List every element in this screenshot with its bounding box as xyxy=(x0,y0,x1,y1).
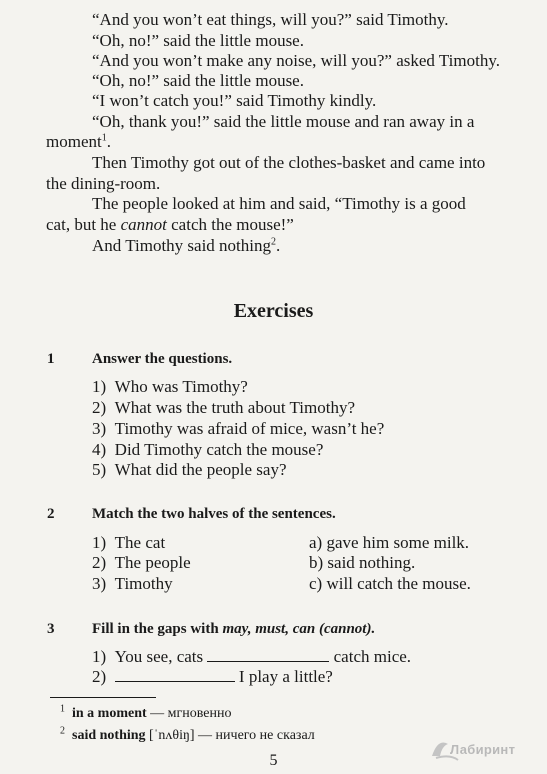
exercise-1-title: Answer the questions. xyxy=(92,351,233,367)
exercise-1-number: 1 xyxy=(47,351,55,367)
exercise-2-right-a: a) gave him some milk. xyxy=(309,533,470,552)
story-line-4: “Oh, no!” said the little mouse. xyxy=(92,71,304,90)
watermark-text: Лабиринт xyxy=(450,742,516,757)
page-number: 5 xyxy=(269,752,278,769)
story-line-12: And Timothy said nothing$^2$. xyxy=(92,236,281,255)
exercise-1-item-1: 1) Who was Timothy? xyxy=(92,377,248,396)
exercise-3-modal-verbs: may, must, can (cannot). xyxy=(222,621,376,637)
story-line-6: “Oh, thank you!” said the little mouse and ran away in a xyxy=(92,112,475,131)
story-line-1: “And you won’t eat things, will you?” said Timothy. xyxy=(92,10,449,29)
story-line-7: moment$^1$. xyxy=(46,132,111,151)
exercise-1-item-2: 2) What was the truth about Timothy? xyxy=(92,398,356,417)
story-line-10: The people looked at him and said, “Timothy is a good xyxy=(92,194,466,213)
footnote-ref-1: 1 xyxy=(101,132,107,144)
answer-blank-2[interactable] xyxy=(115,667,235,682)
exercise-3-title: Fill in the gaps with may, must, can (cannot). xyxy=(92,621,376,637)
exercise-2-left-3: 3) Timothy xyxy=(92,574,173,593)
footnote-2: $^2$ said nothing [ˈnʌθiŋ] — ничего не сказал xyxy=(60,725,315,743)
exercises-heading: Exercises xyxy=(233,300,314,322)
emphasis-cannot: cannot xyxy=(120,215,167,234)
exercise-3-item-2: 2) I play a little? xyxy=(92,667,333,686)
exercise-1-item-5: 5) What did the people say? xyxy=(92,460,287,479)
exercise-2-left-1: 1) The cat xyxy=(92,533,166,552)
exercise-2-right-b: b) said nothing. xyxy=(309,553,416,572)
exercise-1-item-4: 4) Did Timothy catch the mouse? xyxy=(92,440,324,459)
exercise-2-number: 2 xyxy=(47,506,55,522)
story-line-9: the dining-room. xyxy=(46,174,161,193)
footnote-divider xyxy=(50,697,156,698)
story-line-5: “I won’t catch you!” said Timothy kindly. xyxy=(92,91,377,110)
story-line-8: Then Timothy got out of the clothes-basket and came into xyxy=(92,153,486,172)
exercise-3-item-1: 1) You see, cats catch mice. xyxy=(92,647,412,666)
exercise-2-left-2: 2) The people xyxy=(92,553,191,572)
footnote-1: $^1$ in a moment — мгновенно xyxy=(60,703,232,721)
exercise-2-title: Match the two halves of the sentences. xyxy=(92,506,336,522)
footnote-ref-2: 2 xyxy=(271,236,277,248)
story-line-3: “And you won’t make any noise, will you?” asked Timothy. xyxy=(92,51,500,70)
exercise-1-item-3: 3) Timothy was afraid of mice, wasn’t he? xyxy=(92,419,385,438)
story-line-2: “Oh, no!” said the little mouse. xyxy=(92,31,304,50)
exercise-2-right-c: c) will catch the mouse. xyxy=(309,574,471,593)
exercise-3-number: 3 xyxy=(47,621,55,637)
story-line-11: cat, but he cannot catch the mouse!” xyxy=(46,215,294,234)
answer-blank-1[interactable] xyxy=(207,647,329,662)
